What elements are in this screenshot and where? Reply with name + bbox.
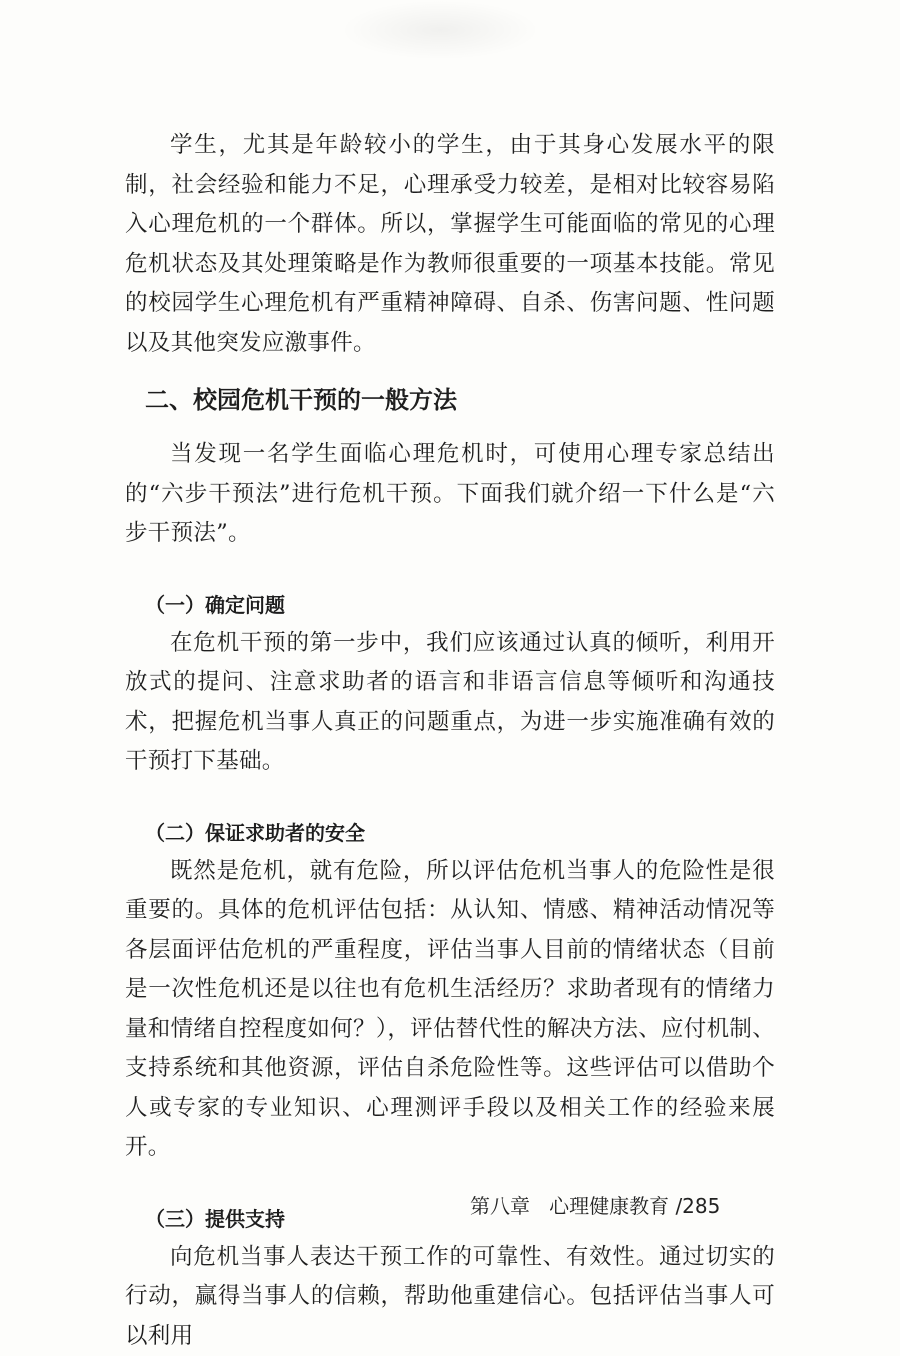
page-footer: [470, 1190, 720, 1219]
step-2-paragraph: 既然是危机，就有危险，所以评估危机当事人的危险性是很重要的。具体的危机评估包括：从认知、情感、精神活动情况等各层面评估危机的严重程度，评估当事人目前的情绪状态（目前是一次性危机还是以往也有危机生活经历？求助者现有的情绪力量和情绪自控程度如何？），评估替代性的解决方法、应付机制、支持系统和其他资源，评估自杀危险性等。这些评估可以借助个人或专家的专业知识、心理测评手段以及相关工作的经验来展开。: [125, 852, 775, 1168]
intro-paragraph: 学生，尤其是年龄较小的学生，由于其身心发展水平的限制，社会经验和能力不足，心理承受力较差，是相对比较容易陷入心理危机的一个群体。所以，掌握学生可能面临的常见的心理危机状态及其处理策略是作为教师很重要的一项基本技能。常见的校园学生心理危机有严重精神障碍、自杀、伤害问题、性问题以及其他突发应激事件。: [125, 126, 775, 363]
scan-shadow: [340, 0, 540, 60]
page-number: /285: [675, 1194, 720, 1218]
section-intro-paragraph: 当发现一名学生面临心理危机时，可使用心理专家总结出的“六步干预法”进行危机干预。下面我们就介绍一下什么是“六步干预法”。: [125, 435, 775, 554]
step-3-paragraph: 向危机当事人表达干预工作的可靠性、有效性。通过切实的行动，赢得当事人的信赖，帮助他重建信心。包括评估当事人可以利用: [125, 1238, 775, 1356]
step-2-heading: （二）保证求助者的安全: [125, 814, 775, 852]
step-1-paragraph: 在危机干预的第一步中，我们应该通过认真的倾听，利用开放式的提问、注意求助者的语言和非语言信息等倾听和沟通技术，把握危机当事人真正的问题重点，为进一步实施准确有效的干预打下基础。: [125, 624, 775, 782]
step-1-heading: （一）确定问题: [125, 586, 775, 624]
footer-chapter: 第八章: [470, 1194, 530, 1218]
footer-chapter-title: 心理健康教育: [549, 1194, 669, 1218]
page-content: [125, 126, 775, 1356]
step-3-heading: （三）提供支持: [125, 1200, 775, 1238]
section-heading: 二、校园危机干预的一般方法: [125, 380, 775, 420]
